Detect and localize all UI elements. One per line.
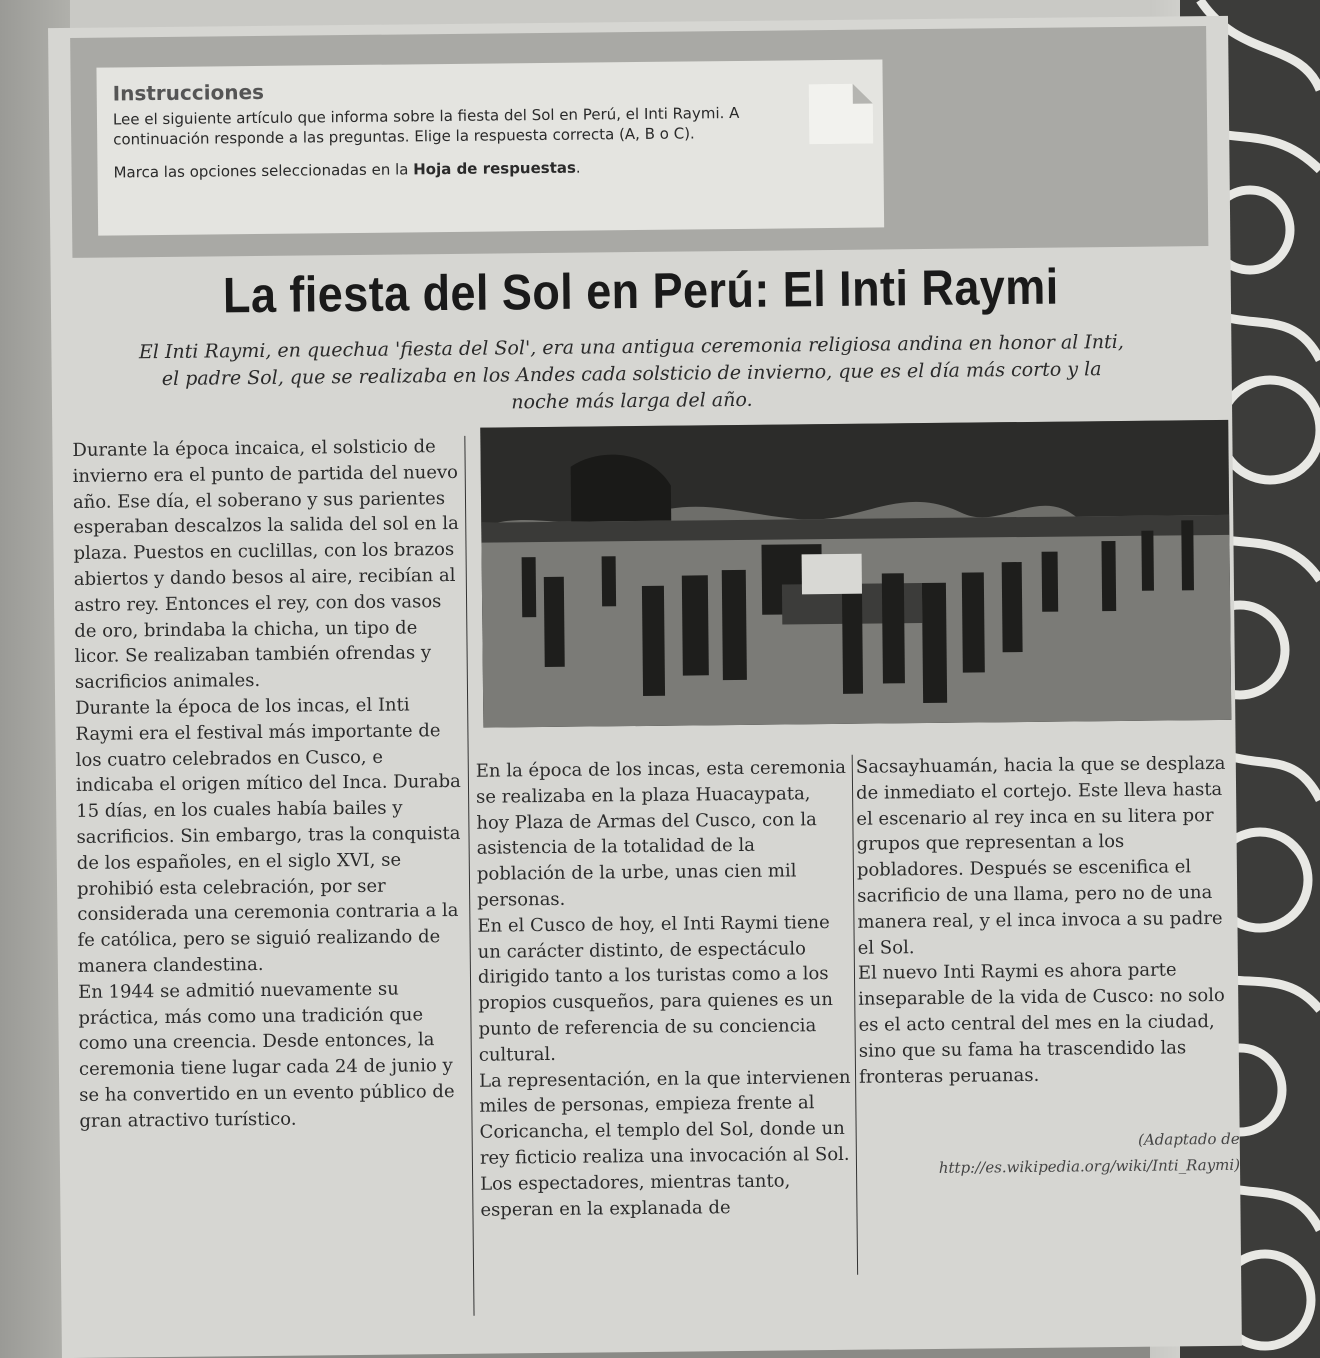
paragraph: En 1944 se admitió nuevamente su práctica, más como una tradición que como una creencia. Desde entonces, la ceremonia tiene lugar cada 24 de junio y se ha convertido en un evento público de gran atractivo turístico.: [78, 978, 455, 1132]
answer-sheet-label: Hoja de respuestas: [413, 158, 576, 179]
instructions-text: Lee el siguiente artículo que informa sobre la fiesta del Sol en Perú, el Inti Raymi. A continuación responde a las preguntas. Elige la respuesta correcta (A, B o C).: [112, 103, 740, 149]
inti-raymi-photo: [480, 420, 1231, 728]
source-line-1: (Adaptado de: [1137, 1129, 1240, 1149]
article-title: La fiesta del Sol en Perú: El Inti Raymi: [222, 258, 1059, 324]
article-source: [880, 1126, 1241, 1182]
article-column-2: [476, 755, 853, 1223]
column-divider: [464, 436, 474, 1316]
page-corner-icon: [809, 84, 874, 145]
instructions-box: [96, 59, 884, 235]
paragraph: Durante la época de los incas, el Inti Raymi era el festival más importante de los cuatro celebrados en Cusco, e indicaba el origen mítico del Inca. Duraba 15 días, en los cuales había bailes y sacrificios. Sin embargo, tras la conquista de los españoles, en el siglo XVI, se prohibió esta celebración, por ser considerada una ceremonia contraria a la fe católica, pero se siguió realizando de manera clandestina.: [75, 694, 461, 977]
paragraph: En el Cusco de hoy, el Inti Raymi tiene un carácter distinto, de espectáculo dirigido tanto a los turistas como a los propios cusqueños, para quienes es un punto de referencia de su conciencia cultural.: [477, 911, 834, 1066]
article-lede: El Inti Raymi, en quechua 'fiesta del Sol', era una antigua ceremonia religiosa andina en honor al Inti, el padre Sol, que se realizaba en los Andes cada solsticio de invierno, que es el día más corto y la noche más larga del año.: [138, 330, 1124, 414]
worksheet-page: [48, 16, 1242, 1358]
instructions-band: [70, 26, 1208, 258]
paragraph: Durante la época incaica, el solsticio de invierno era el punto de partida del nuevo año. Ese día, el soberano y sus parientes esperaban descalzos la salida del sol en la plaza. Puestos en cuclillas, con los brazos abiertos y dando besos al aire, recibían al astro rey. Entonces el rey, con dos vasos de oro, brindaba la chicha, un tipo de licor. Se realizaban también ofrendas y sacrificios animales.: [72, 436, 459, 694]
paragraph: Sacsayhuamán, hacia la que se desplaza de inmediato el cortejo. Este lleva hasta el escenario al rey inca en su litera por grupos que representan a los pobladores. Después se escenifica el sacrificio de una llama, pero no de una manera real, y el inca invoca a su padre el Sol.: [855, 752, 1226, 959]
instructions-mark-prefix: Marca las opciones seleccionadas en la: [113, 160, 414, 182]
source-url: http://es.wikipedia.org/wiki/Inti_Raymi): [938, 1155, 1241, 1177]
paragraph: En la época de los incas, esta ceremonia se realizaba en la plaza Huacaypata, hoy Plaza de Armas del Cusco, con la asistencia de la totalidad de la población de la urbe, unas cien mil personas.: [475, 756, 846, 911]
instructions-mark-suffix: .: [575, 158, 581, 177]
paragraph: El nuevo Inti Raymi es ahora parte inseparable de la vida de Cusco: no solo es el acto central del mes en la ciudad, sino que su fama ha trascendido las fronteras peruanas.: [857, 959, 1225, 1088]
article-column-1: [72, 434, 465, 1135]
instructions-title: Instrucciones: [112, 79, 265, 106]
instructions-mark: [113, 156, 867, 182]
article-column-3: [856, 751, 1237, 1090]
paragraph: La representación, en la que intervienen miles de personas, empieza frente al Coricancha, el templo del Sol, donde un rey ficticio realiza una invocación al Sol. Los espectadores, mientras tanto, esperan en la explanada de: [478, 1066, 851, 1221]
